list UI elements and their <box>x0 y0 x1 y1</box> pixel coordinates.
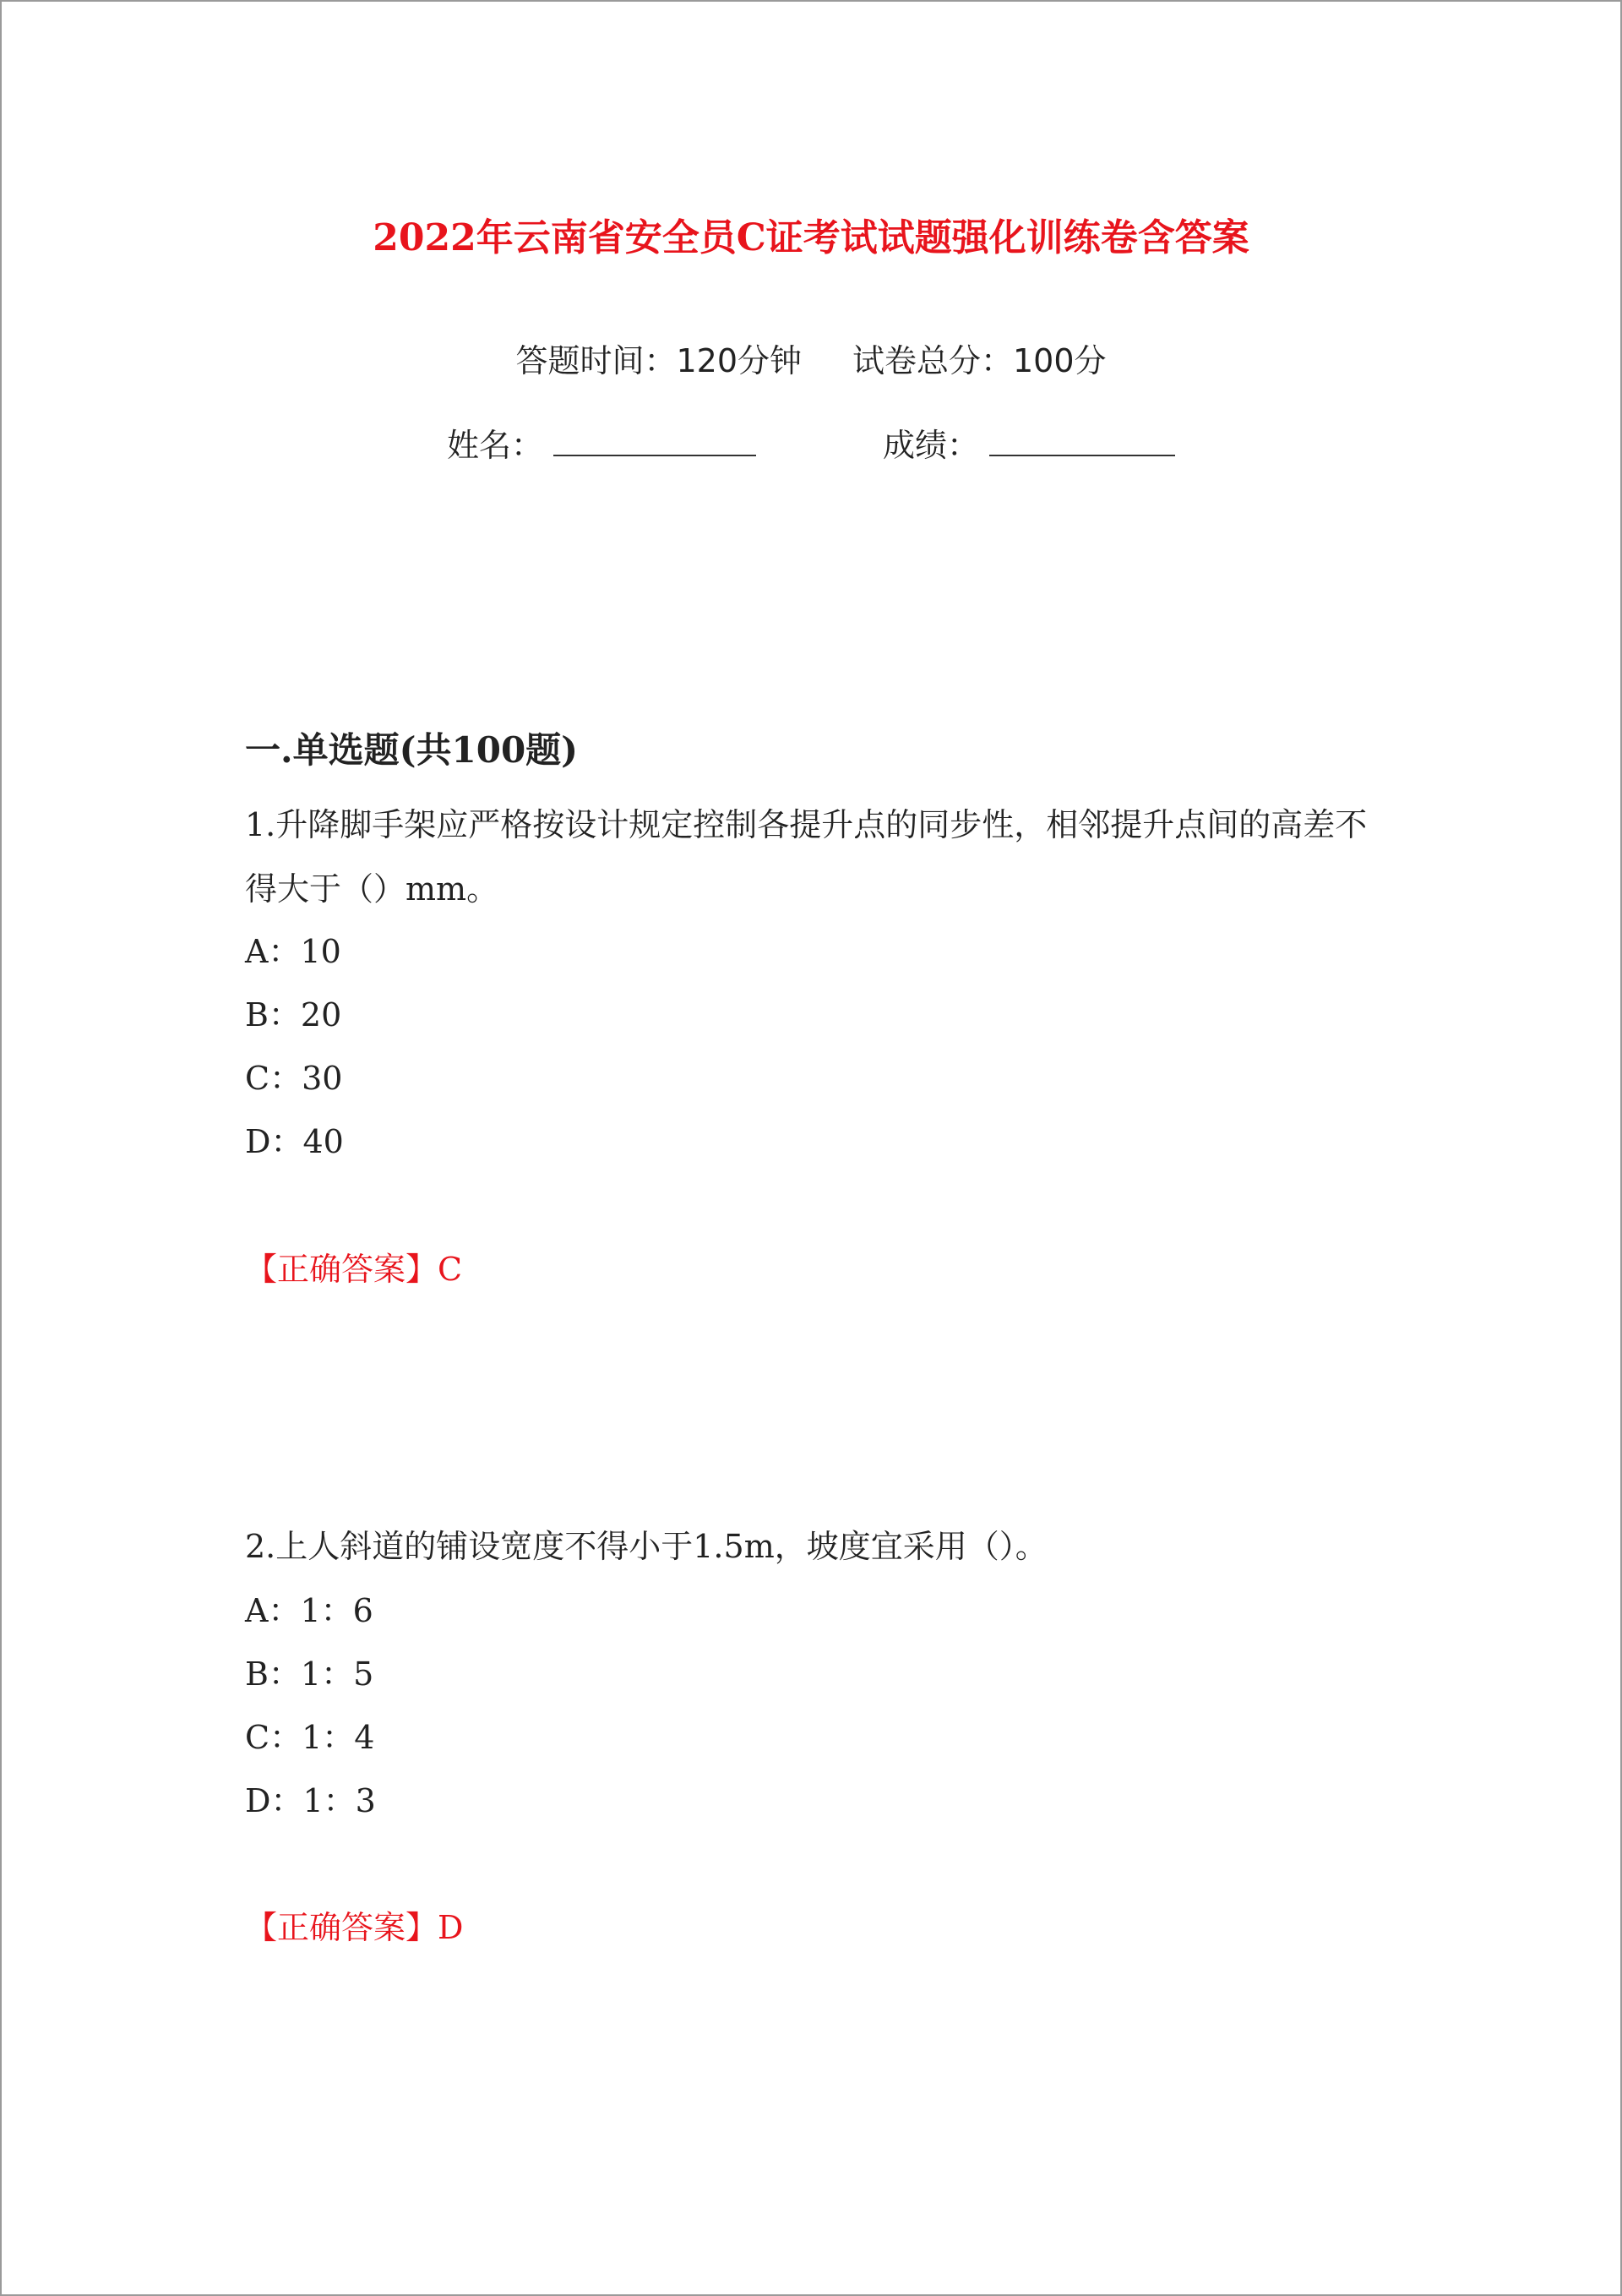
question-1 <box>245 793 1385 921</box>
question-2 <box>245 1514 1385 1579</box>
option-b: B：1：5 <box>245 1655 374 1693</box>
candidate-line <box>0 424 1622 466</box>
option-a: A：1：6 <box>245 1592 373 1629</box>
name-label: 姓名： <box>446 427 543 464</box>
time-label: 答题时间：120分钟 <box>515 342 802 379</box>
document-title: 2022年云南省安全员C证考试试题强化训练卷含答案 <box>373 216 1249 259</box>
exam-meta-line <box>0 340 1622 382</box>
grade-label: 成绩： <box>883 427 980 464</box>
name-blank[interactable] <box>553 424 756 456</box>
option-a: A：10 <box>245 933 341 970</box>
section-heading: 一.单选题(共100题) <box>245 729 579 771</box>
question-text: 1.升降脚手架应严格按设计规定控制各提升点的同步性，相邻提升点间的高差不得大于（）mm。 <box>245 806 1368 908</box>
question-text: 2.上人斜道的铺设宽度不得小于1.5m，坡度宜采用（）。 <box>245 1528 1048 1565</box>
option-b: B：20 <box>245 996 342 1033</box>
option-c: C：1：4 <box>245 1719 375 1756</box>
correct-answer: 【正确答案】D <box>245 1909 464 1946</box>
correct-answer: 【正确答案】C <box>245 1251 463 1288</box>
option-c: C：30 <box>245 1060 343 1097</box>
score-label: 试卷总分：100分 <box>852 342 1107 379</box>
option-d: D：1：3 <box>245 1782 376 1819</box>
option-d: D：40 <box>245 1123 344 1160</box>
grade-blank[interactable] <box>989 424 1175 456</box>
